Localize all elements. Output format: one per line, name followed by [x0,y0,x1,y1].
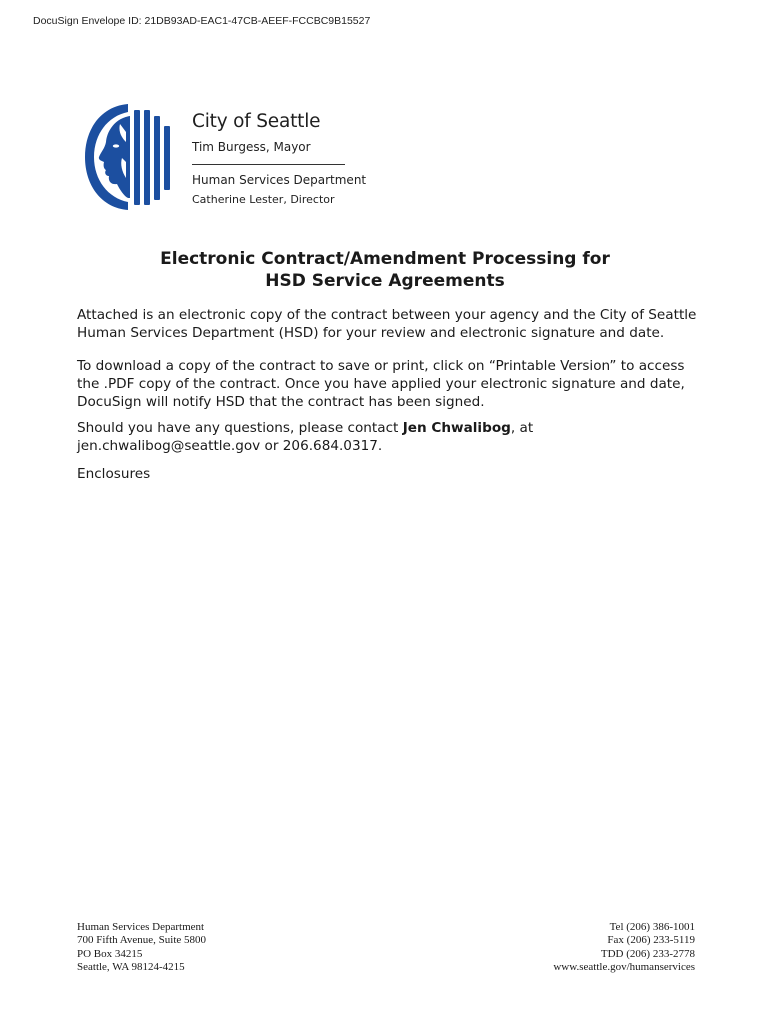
footer-contact [553,921,695,975]
footer-line: 700 Fifth Avenue, Suite 5800 [77,934,207,947]
paragraph-line: Human Services Department (HSD) for your review and electronic signature and date. [77,325,665,341]
footer-line: Human Services Department [77,921,205,933]
footer-website: www.seattle.gov/humanservices [553,961,695,974]
paragraph-line: the .PDF copy of the contract. Once you have applied your electronic signature and date, [77,376,685,392]
city-of-seattle-seal-icon [82,102,174,212]
enclosures-label: Enclosures [77,466,151,482]
document-title-line-2: HSD Service Agreements [265,271,505,291]
city-name: City of Seattle [192,111,321,132]
paragraph-line: DocuSign will notify HSD that the contract has been signed. [77,394,485,410]
contact-name: Jen Chwalibog [402,420,511,436]
footer-line: Seattle, WA 98124-4215 [77,961,185,974]
footer-line: PO Box 34215 [77,947,143,960]
department-name: Human Services Department [192,173,367,187]
docusign-envelope-id: DocuSign Envelope ID: 21DB93AD-EAC1-47CB-AEEF-FCCBC9B15527 [33,15,371,27]
footer-line: Tel (206) 386-1001 [609,921,695,933]
mayor-name: Tim Burgess, Mayor [192,140,311,154]
contact-email-phone: jen.chwalibog@seattle.gov or 206.684.0317. [77,438,383,454]
footer-address [77,921,206,975]
document-title-line-1: Electronic Contract/Amendment Processing for [160,249,610,269]
paragraph-contact [77,419,717,455]
paragraph-line: Attached is an electronic copy of the contract between your agency and the City of Seattle [77,307,697,323]
contact-text-after: , at [510,420,534,436]
footer-line: Fax (206) 233-5119 [607,934,695,947]
paragraph-line: To download a copy of the contract to save or print, click on “Printable Version” to access [77,358,685,374]
paragraph-download-instructions [77,357,717,411]
letterhead-divider [192,164,345,165]
footer-line: TDD (206) 233-2778 [600,947,695,960]
director-name: Catherine Lester, Director [192,193,335,206]
paragraph-attachment [77,306,717,342]
contact-text-before: Should you have any questions, please contact [77,420,403,436]
paragraph-line [77,419,717,437]
